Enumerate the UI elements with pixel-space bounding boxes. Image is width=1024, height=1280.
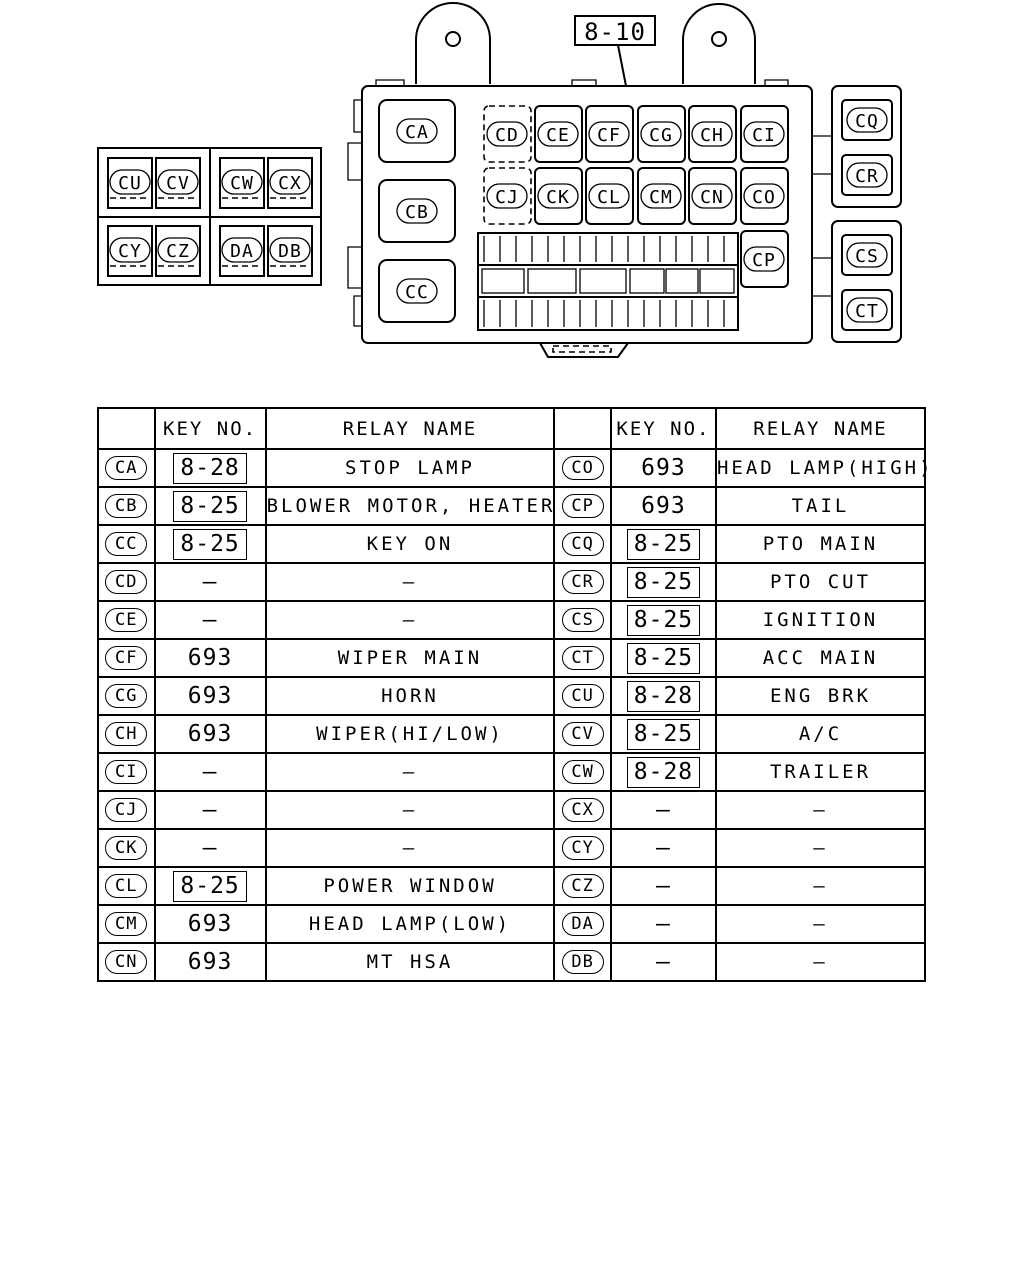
tag-cd (487, 122, 527, 146)
relay-name-cell (716, 715, 925, 753)
relay-name-cell (716, 943, 925, 981)
relay-tag: CX (562, 798, 604, 822)
relay-tag: CR (562, 570, 604, 594)
relay-name-cell (266, 905, 555, 943)
relay-cy (108, 226, 152, 276)
relay-tag-cell (98, 487, 155, 525)
tag-ck-text: CK (546, 187, 570, 208)
relay-tag-cell (554, 487, 611, 525)
relay-tag-cell (98, 829, 155, 867)
relay-cn (689, 168, 736, 224)
tag-ci-text: CI (752, 125, 776, 146)
key-no: — (656, 910, 671, 937)
relay-name: IGNITION (762, 609, 879, 631)
relay-name-cell (716, 601, 925, 639)
relay-name: STOP LAMP (345, 457, 475, 479)
table-row (98, 449, 925, 487)
relay-tag: CG (105, 684, 147, 708)
table-row (98, 905, 925, 943)
relay-name-cell (266, 943, 555, 981)
relay-name: — (813, 913, 828, 935)
tag-cb-text: CB (405, 202, 429, 223)
tag-ca (397, 119, 437, 143)
relay-name-cell (266, 525, 555, 563)
relay-cd (484, 106, 531, 162)
key-no: 8-25 (173, 529, 246, 560)
key-no-cell (611, 867, 716, 905)
table-row (98, 525, 925, 563)
tag-cl-text: CL (597, 187, 621, 208)
table-row (98, 829, 925, 867)
key-no-cell (611, 525, 716, 563)
key-no-cell (611, 715, 716, 753)
relay-cm (638, 168, 685, 224)
relay-cr (842, 155, 892, 195)
table-row (98, 867, 925, 905)
tag-cx-text: CX (278, 173, 302, 194)
relay-tag: CS (562, 608, 604, 632)
key-no: 8-25 (627, 529, 700, 560)
relay-name-cell (716, 449, 934, 487)
relay-cb (379, 180, 455, 242)
relay-tag: CM (105, 912, 147, 936)
relay-tag-cell (98, 753, 155, 791)
key-no-cell (155, 791, 266, 829)
relay-name-cell (266, 487, 555, 525)
relay-name: — (402, 799, 418, 821)
tag-cq-text: CQ (855, 111, 879, 132)
relay-da (220, 226, 264, 276)
relay-tag-cell (554, 867, 611, 905)
relay-tag-cell (98, 715, 155, 753)
relay-name: WIPER(HI/LOW) (316, 723, 504, 745)
table-header-row (98, 408, 925, 449)
tag-ct (847, 298, 887, 322)
key-no-cell (155, 905, 266, 943)
fuse-cell (666, 269, 698, 293)
key-no-cell (611, 677, 716, 715)
relay-tag-cell (554, 449, 611, 487)
tag-cm (641, 184, 681, 208)
tag-cc-text: CC (405, 282, 429, 303)
header-key-no-right: KEY NO. (611, 408, 716, 449)
relay-name-cell (266, 563, 555, 601)
relay-tag: CO (562, 456, 604, 480)
tag-co-text: CO (752, 187, 776, 208)
relay-tag: CD (105, 570, 147, 594)
tag-cx (270, 170, 310, 194)
relay-name-cell (266, 639, 555, 677)
fuse-strip (478, 233, 738, 330)
key-no: — (202, 606, 218, 633)
relay-cv (156, 158, 200, 208)
relay-ce (535, 106, 582, 162)
relay-tag: CT (562, 646, 604, 670)
relay-name: — (402, 837, 418, 859)
relay-tag: CU (562, 684, 604, 708)
tag-cs-text: CS (855, 246, 879, 267)
key-no: 693 (187, 720, 233, 747)
relay-ck (535, 168, 582, 224)
relay-tag: CE (105, 608, 147, 632)
tag-db (270, 238, 310, 262)
header-blank-right (554, 408, 611, 449)
key-no-cell (611, 791, 716, 829)
relay-name-cell (266, 449, 555, 487)
relay-name: — (402, 761, 418, 783)
tag-cj-text: CJ (495, 187, 519, 208)
relay-tag: CB (105, 494, 147, 518)
relay-tag-cell (554, 753, 611, 791)
relay-table (97, 407, 934, 982)
relay-tag: CK (105, 836, 147, 860)
key-no: 693 (187, 948, 233, 975)
tag-ci (744, 122, 784, 146)
relay-name: BLOWER MOTOR, HEATER (266, 495, 556, 517)
relay-name: HEAD LAMP(LOW) (308, 913, 512, 935)
mounting-ear-left (416, 3, 490, 84)
tag-cn (692, 184, 732, 208)
tag-cr-text: CR (855, 166, 879, 187)
tag-da (222, 238, 262, 262)
relay-tag-cell (98, 563, 155, 601)
relay-name-cell (266, 715, 555, 753)
key-no-cell (155, 601, 266, 639)
tag-cu-text: CU (118, 173, 142, 194)
tag-cp-text: CP (752, 250, 776, 271)
key-no: 8-25 (173, 491, 246, 522)
relay-name-cell (716, 829, 925, 867)
tag-cv (158, 170, 198, 194)
tag-ce-text: CE (546, 125, 570, 146)
relay-cq (842, 100, 892, 140)
key-no: 8-28 (173, 453, 246, 484)
key-no: 693 (641, 492, 686, 519)
relay-tag-cell (554, 639, 611, 677)
relay-tag-cell (98, 791, 155, 829)
relay-name-cell (266, 601, 555, 639)
tag-cf-text: CF (597, 125, 621, 146)
relay-tag: CV (562, 722, 604, 746)
relay-name-cell (716, 487, 925, 525)
relay-tag: CP (562, 494, 604, 518)
fuse-cell (482, 269, 524, 293)
relay-tag-cell (98, 601, 155, 639)
key-no-cell (611, 905, 716, 943)
key-no-cell (155, 525, 266, 563)
mounting-ear-right (683, 4, 755, 84)
relay-tag-cell (554, 791, 611, 829)
key-no: 8-25 (627, 567, 700, 598)
table-row (98, 753, 925, 791)
relay-cu (108, 158, 152, 208)
relay-name: HEAD LAMP(HIGH) (716, 457, 934, 479)
tag-cr (847, 163, 887, 187)
key-no: — (656, 948, 671, 975)
table-row (98, 639, 925, 677)
tag-cg-text: CG (649, 125, 673, 146)
callout-label: 8-10 (584, 18, 646, 46)
tag-cf (589, 122, 629, 146)
tag-cv-text: CV (166, 173, 190, 194)
tag-co (744, 184, 784, 208)
key-no-cell (611, 639, 716, 677)
tag-cb (397, 199, 437, 223)
relay-name-cell (716, 639, 925, 677)
key-no-cell (611, 753, 716, 791)
relay-name: ENG BRK (769, 685, 872, 707)
relay-tag: CZ (562, 874, 604, 898)
relay-name: PTO CUT (769, 571, 872, 593)
tag-cp (744, 247, 784, 271)
fuse-cell (630, 269, 664, 293)
tag-cz (158, 238, 198, 262)
key-no-cell (155, 487, 266, 525)
relay-name: TAIL (791, 495, 850, 517)
relay-cg (638, 106, 685, 162)
relay-cf (586, 106, 633, 162)
relay-tag: DA (562, 912, 604, 936)
relay-name-cell (716, 753, 925, 791)
relay-name-cell (716, 525, 925, 563)
relay-tag-cell (554, 943, 611, 981)
key-no: 693 (187, 644, 233, 671)
table-row (98, 487, 925, 525)
relay-name: — (402, 609, 418, 631)
key-no: — (656, 834, 671, 861)
table-row (98, 677, 925, 715)
relay-cs (842, 235, 892, 275)
relay-tag-cell (554, 905, 611, 943)
relay-co (741, 168, 788, 224)
key-no-cell (155, 829, 266, 867)
key-no: 693 (187, 910, 233, 937)
relay-tag: CN (105, 950, 147, 974)
relay-name: KEY ON (366, 533, 454, 555)
relay-tag-cell (554, 677, 611, 715)
callout-8-10 (575, 16, 655, 86)
relay-tag: CW (562, 760, 604, 784)
tag-ct-text: CT (855, 301, 879, 322)
header-relay-name-left: RELAY NAME (266, 408, 555, 449)
tag-da-text: DA (230, 241, 254, 262)
relay-ch (689, 106, 736, 162)
relay-cj (484, 168, 531, 224)
relay-tag-cell (554, 601, 611, 639)
relay-tag-cell (98, 525, 155, 563)
tag-db-text: DB (278, 241, 302, 262)
relay-tag: CJ (105, 798, 147, 822)
relay-name: TRAILER (769, 761, 872, 783)
relay-name: — (813, 951, 828, 973)
key-no-cell (155, 867, 266, 905)
key-no-cell (155, 715, 266, 753)
relay-tag-cell (554, 525, 611, 563)
relay-name-cell (716, 563, 925, 601)
tag-cq (847, 108, 887, 132)
key-no-cell (155, 753, 266, 791)
key-no: 693 (187, 682, 233, 709)
key-no: 8-28 (627, 757, 700, 788)
table-row (98, 943, 925, 981)
key-no-cell (155, 943, 266, 981)
relay-ca (379, 100, 455, 162)
key-no-cell (611, 829, 716, 867)
tag-ca-text: CA (405, 122, 429, 143)
key-no: 8-25 (627, 605, 700, 636)
tag-cl (589, 184, 629, 208)
table-row (98, 791, 925, 829)
relay-block-diagram (0, 0, 1024, 400)
header-key-no-left: KEY NO. (155, 408, 266, 449)
tag-ck (538, 184, 578, 208)
header-blank-left (98, 408, 155, 449)
key-no: 8-28 (627, 681, 700, 712)
key-no-cell (611, 487, 716, 525)
tag-cg (641, 122, 681, 146)
key-no-cell (611, 943, 716, 981)
relay-tag-cell (98, 639, 155, 677)
relay-ct (842, 290, 892, 330)
relay-cl (586, 168, 633, 224)
key-no-cell (155, 677, 266, 715)
table-row (98, 563, 925, 601)
relay-cz (156, 226, 200, 276)
fuse-cell (700, 269, 734, 293)
relay-cx (268, 158, 312, 208)
key-no: — (202, 758, 218, 785)
key-no-cell (155, 639, 266, 677)
key-no-cell (611, 449, 716, 487)
key-no-cell (155, 449, 266, 487)
key-no: — (202, 834, 218, 861)
relay-tag-cell (98, 867, 155, 905)
tag-cm-text: CM (649, 187, 673, 208)
tag-cj (487, 184, 527, 208)
relay-name: HORN (381, 685, 439, 707)
key-no: 8-25 (627, 719, 700, 750)
key-no: 693 (641, 454, 686, 481)
fuse-cell (580, 269, 626, 293)
relay-ci (741, 106, 788, 162)
relay-tag: CC (105, 532, 147, 556)
relay-name-cell (716, 867, 925, 905)
tag-cz-text: CZ (166, 241, 190, 262)
relay-name-cell (266, 753, 555, 791)
tag-ce (538, 122, 578, 146)
key-no-cell (611, 601, 716, 639)
key-no: — (202, 568, 218, 595)
relay-name-cell (266, 677, 555, 715)
relay-name: ACC MAIN (762, 647, 879, 669)
tag-cy (110, 238, 150, 262)
fuse-cell (528, 269, 576, 293)
relay-name: — (402, 571, 418, 593)
key-no: 8-25 (627, 643, 700, 674)
relay-tag-cell (554, 829, 611, 867)
tag-cc (397, 279, 437, 303)
table-row (98, 601, 925, 639)
relay-cw (220, 158, 264, 208)
relay-tag: CQ (562, 532, 604, 556)
relay-tag: CH (105, 722, 147, 746)
relay-tag-cell (98, 449, 155, 487)
tag-cw (222, 170, 262, 194)
relay-tag: DB (562, 950, 604, 974)
tag-cu (110, 170, 150, 194)
relay-tag-cell (98, 905, 155, 943)
relay-tag-cell (98, 943, 155, 981)
relay-name: — (813, 799, 828, 821)
relay-db (268, 226, 312, 276)
relay-cc (379, 260, 455, 322)
relay-tag-cell (98, 677, 155, 715)
relay-tag-cell (554, 563, 611, 601)
relay-tag-cell (554, 715, 611, 753)
relay-name: — (813, 837, 828, 859)
relay-name-cell (716, 791, 925, 829)
relay-name: POWER WINDOW (323, 875, 497, 897)
header-relay-name-right: RELAY NAME (716, 408, 925, 449)
relay-name: A/C (798, 723, 843, 745)
relay-name: MT HSA (366, 951, 454, 973)
table-row (98, 715, 925, 753)
relay-name-cell (716, 905, 925, 943)
key-no: — (202, 796, 218, 823)
key-no: 8-25 (173, 871, 246, 902)
relay-cp (741, 231, 788, 287)
key-no: — (656, 872, 671, 899)
tag-ch-text: CH (700, 125, 724, 146)
relay-tag: CF (105, 646, 147, 670)
tag-cd-text: CD (495, 125, 519, 146)
relay-name: PTO MAIN (762, 533, 879, 555)
relay-name: — (813, 875, 828, 897)
relay-tag: CY (562, 836, 604, 860)
relay-tag: CA (105, 456, 147, 480)
key-no-cell (155, 563, 266, 601)
relay-tag: CI (105, 760, 147, 784)
tag-cw-text: CW (230, 173, 254, 194)
tag-cy-text: CY (118, 241, 142, 262)
relay-name-cell (266, 867, 555, 905)
tag-ch (692, 122, 732, 146)
tag-cs (847, 243, 887, 267)
relay-name: WIPER MAIN (337, 647, 483, 669)
relay-name-cell (716, 677, 925, 715)
tag-cn-text: CN (700, 187, 724, 208)
relay-name-cell (266, 791, 555, 829)
relay-name-cell (266, 829, 555, 867)
key-no: — (656, 796, 671, 823)
key-no-cell (611, 563, 716, 601)
relay-tag: CL (105, 874, 147, 898)
